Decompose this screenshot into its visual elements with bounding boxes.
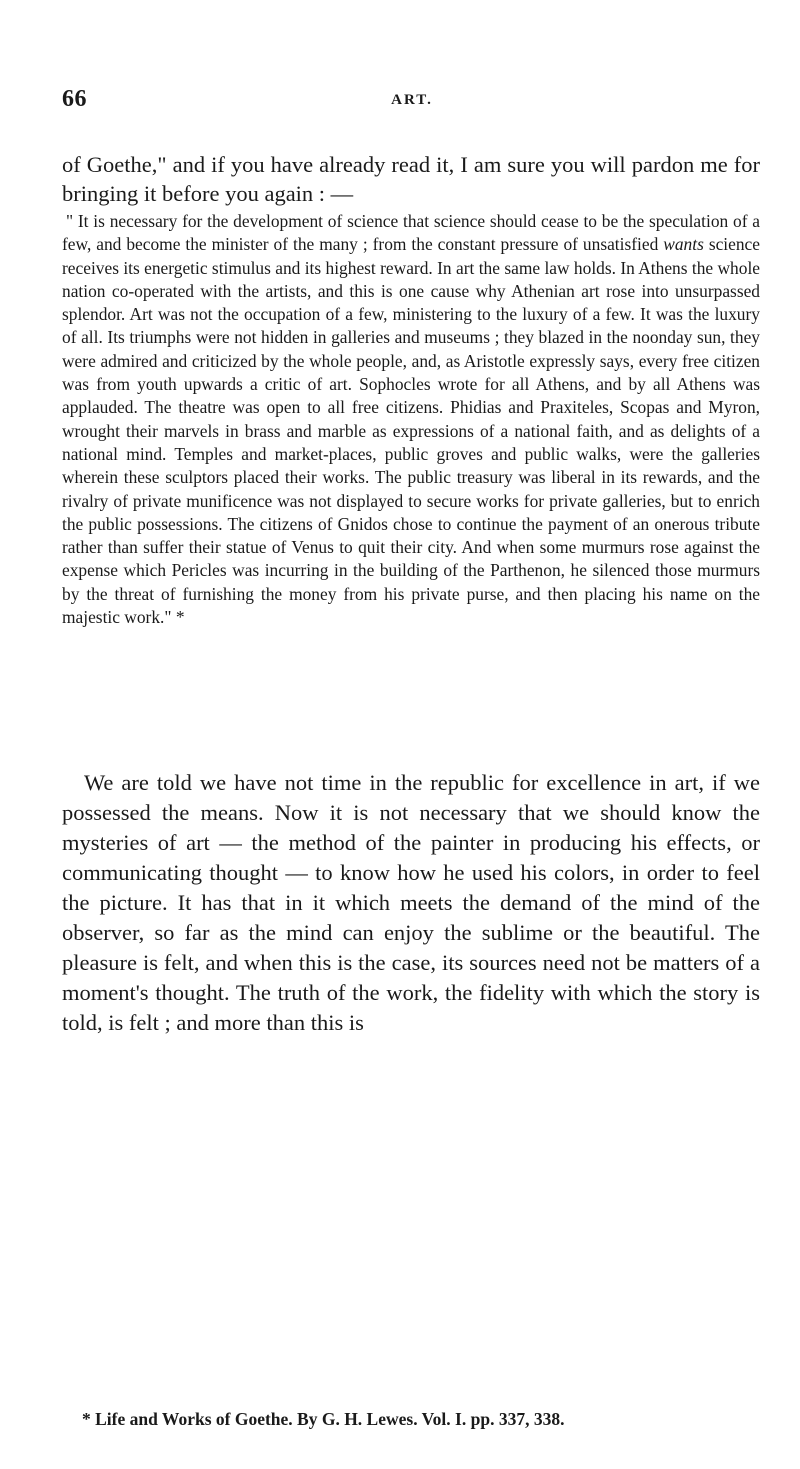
intro-paragraph xyxy=(62,150,760,208)
quote-italic-word: wants xyxy=(663,234,704,255)
block-quote xyxy=(62,210,760,629)
page-header xyxy=(62,86,762,116)
intro-text: of Goethe," and if you have already read it, I am sure you will pardon me for bringing it before you again : — xyxy=(62,152,760,206)
quote-text xyxy=(62,210,760,629)
quote-text-part-2: science receives its energetic stimulus and its highest reward. In art the same law holds. In Athens the whole nation co-operated with the artists, and this is one cause why Athenian art rose into unsurpassed splendor. Art was not the occupation of a few, ministering to the luxury of a few. It was the luxury of all. Its triumphs were not hidden in galleries and museums ; they blazed in the noonday sun, they were admired and criticized by the whole people, and, as Aristotle expressly says, every free citizen was from youth upwards a critic of art. Sophocles wrote for all Athens, and by all Athens was applauded. The theatre was open to all free citizens. Phidias and Praxiteles, Scopas and Myron, wrought their marvels in brass and marble as expressions of a national faith, and as delights of a national mind. Temples and market-places, public groves and public walks, were the galleries wherein these sculptors placed their works. The public treasury was liberal in its rewards, and the rivalry of private munificence was not displayed to secure works for private galleries, but to enrich the public possessions. The citizens of Gnidos chose to continue the payment of an onerous tribute rather than suffer their statue of Venus to quit their city. And when some murmurs rose against the expense which Pericles was incurring in the building of the Parthenon, he silenced those murmurs by the threat of furnishing the money from his private purse, and then placing his name on the majestic work." * xyxy=(62,234,760,628)
running-head: ART. xyxy=(391,92,433,108)
footnote: * Life and Works of Goethe. By G. H. Lewes. Vol. I. pp. 337, 338. xyxy=(82,1409,565,1429)
page-number: 66 xyxy=(62,86,87,112)
main-paragraph xyxy=(62,768,760,1038)
quote-text-part-1: " It is necessary for the development of science that science should cease to be the speculation of a few, and become the minister of the many ; from the constant pressure of unsatisfied xyxy=(62,211,760,255)
main-text: We are told we have not time in the republic for excellence in art, if we possessed the means. Now it is not necessary that we should know the mysteries of art — the method of the painter in producing his effects, or communicating thought — to know how he used his colors, in order to feel the picture. It has that in it which meets the demand of the mind of the observer, so far as the mind can enjoy the sublime or the beautiful. The pleasure is felt, and when this is the case, its sources need not be matters of a moment's thought. The truth of the work, the fidelity with which the story is told, is felt ; and more than this is xyxy=(62,770,760,1035)
